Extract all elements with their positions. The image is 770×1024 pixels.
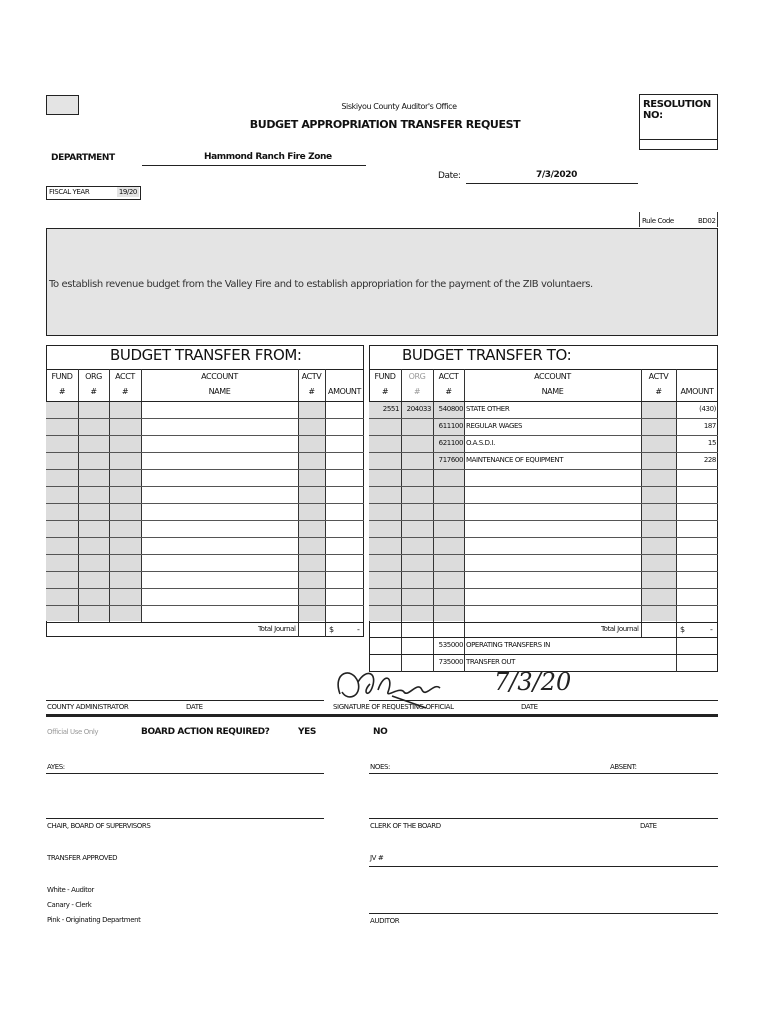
distribution-canary: Canary - Clerk: [47, 901, 92, 909]
from-actv-hash: #: [308, 387, 315, 396]
row-divider: [369, 435, 718, 436]
to-account-header: ACCOUNT: [534, 372, 571, 381]
official-use-label: Official Use Only: [47, 728, 99, 736]
row-divider: [369, 554, 718, 555]
signature-scribble: [322, 662, 472, 712]
row-divider: [46, 588, 364, 589]
county-admin-label: COUNTY ADMINISTRATOR: [47, 703, 129, 711]
requesting-official-label: SIGNATURE OF REQUESTING OFFICIAL: [333, 703, 454, 711]
from-fund-hash: #: [58, 387, 66, 396]
row-divider: [46, 503, 364, 504]
transfer-to-title: BUDGET TRANSFER TO:: [402, 346, 572, 364]
department-value: Hammond Ranch Fire Zone: [204, 152, 332, 162]
from-total-label: Total Journal: [258, 625, 296, 633]
row-divider: [46, 520, 364, 521]
resolution-box: [639, 94, 718, 150]
department-label: DEPARTMENT: [51, 153, 115, 163]
to-acct-header: ACCT: [438, 372, 459, 381]
to-actv-hash: #: [655, 387, 662, 396]
distribution-white: White - Auditor: [47, 886, 94, 894]
date2-label: DATE: [521, 703, 538, 711]
row-divider: [46, 418, 364, 419]
section-divider: [46, 714, 718, 717]
to-row-name: REGULAR WAGES: [466, 422, 523, 430]
row-divider: [369, 486, 718, 487]
department-underline: [142, 165, 366, 166]
handwritten-date: 7/3/20: [494, 668, 572, 696]
transfer-out-name: TRANSFER OUT: [466, 658, 515, 666]
row-divider: [369, 452, 718, 453]
yes-option[interactable]: YES: [298, 727, 316, 737]
to-row-org: 204033: [406, 405, 431, 413]
row-divider: [369, 503, 718, 504]
to-org-header: ORG: [408, 372, 426, 381]
row-divider: [46, 452, 364, 453]
description-text: To establish revenue budget from the Valley Fire and to establish appropriation for the payment of the ZIB voluntaers.: [49, 279, 593, 290]
date-label: Date:: [438, 171, 461, 181]
board-action-label: BOARD ACTION REQUIRED?: [141, 727, 270, 737]
row-divider: [46, 435, 364, 436]
date-underline: [466, 183, 638, 184]
from-actv-header: ACTV: [301, 372, 322, 381]
row-divider: [369, 605, 718, 606]
row-divider: [369, 588, 718, 589]
from-amount-header: AMOUNT: [328, 387, 361, 396]
auditor-label: AUDITOR: [370, 917, 400, 925]
from-org-header: ORG: [85, 372, 102, 381]
to-total-label: Total Journal: [601, 625, 639, 633]
from-org-hash: #: [90, 387, 97, 396]
row-divider: [46, 554, 364, 555]
row-divider: [46, 469, 364, 470]
ayes-label: AYES:: [47, 763, 65, 771]
to-row-acct: 540800: [438, 405, 463, 413]
row-divider: [369, 418, 718, 419]
date1-label: DATE: [186, 703, 203, 711]
transfer-approved-label: TRANSFER APPROVED: [47, 854, 118, 862]
to-total-value: -: [710, 625, 713, 634]
row-divider: [46, 486, 364, 487]
from-total-value: -: [357, 625, 360, 634]
office-name: Siskiyou County Auditor's Office: [341, 102, 457, 111]
to-row-acct: 611100: [438, 422, 463, 430]
row-divider: [369, 469, 718, 470]
row-divider: [46, 537, 364, 538]
absent-label: ABSENT:: [610, 763, 637, 771]
to-row-amount: 187: [703, 422, 716, 430]
to-fund-header: FUND: [374, 372, 396, 381]
to-row-amount: 15: [707, 439, 716, 447]
form-title: BUDGET APPROPRIATION TRANSFER REQUEST: [249, 118, 521, 131]
to-name-header: NAME: [541, 387, 564, 396]
row-divider: [46, 605, 364, 606]
clerk-label: CLERK OF THE BOARD: [370, 822, 441, 830]
board-date-label: DATE: [640, 822, 657, 830]
distribution-pink: Pink - Originating Department: [47, 916, 141, 924]
row-divider: [369, 571, 718, 572]
date-value: 7/3/2020: [536, 170, 577, 180]
fiscal-year-value: 19/20: [118, 188, 137, 196]
to-row-name: O.A.S.D.I.: [466, 439, 495, 447]
transfer-out-acct: 735000: [438, 658, 463, 666]
from-account-header: ACCOUNT: [201, 372, 238, 381]
to-org-hash: #: [413, 387, 421, 396]
rule-code-value: BD02: [698, 217, 716, 225]
to-row-acct: 621100: [438, 439, 463, 447]
resolution-label: RESOLUTION NO:: [643, 99, 711, 121]
row-divider: [369, 537, 718, 538]
transfer-from-title: BUDGET TRANSFER FROM:: [110, 346, 302, 364]
to-fund-hash: #: [381, 387, 389, 396]
to-total-currency: $: [680, 625, 685, 634]
to-row-name: STATE OTHER: [466, 405, 510, 413]
to-actv-header: ACTV: [648, 372, 669, 381]
transfer-in-name: OPERATING TRANSFERS IN: [466, 641, 551, 649]
fiscal-year-label: FISCAL YEAR: [49, 188, 90, 196]
description-box: [46, 228, 718, 336]
to-amount-header: AMOUNT: [680, 387, 714, 396]
noes-label: NOES:: [370, 763, 390, 771]
no-option[interactable]: NO: [373, 727, 388, 737]
from-total-currency: $: [329, 625, 334, 634]
from-name-header: NAME: [208, 387, 231, 396]
fiscal-year-box: [46, 186, 141, 200]
row-divider: [46, 571, 364, 572]
to-row-acct: 717600: [438, 456, 463, 464]
to-row-fund: 2551: [382, 405, 399, 413]
transfer-in-acct: 535000: [438, 641, 463, 649]
from-fund-header: FUND: [51, 372, 73, 381]
from-acct-header: ACCT: [115, 372, 135, 381]
to-row-name: MAINTENANCE OF EQUIPMENT: [466, 456, 564, 464]
jv-label: JV #: [370, 854, 384, 862]
rule-code-label: Rule Code: [642, 217, 674, 225]
chair-label: CHAIR, BOARD OF SUPERVISORS: [47, 822, 151, 830]
to-row-amount: (430): [699, 405, 716, 413]
to-acct-hash: #: [445, 387, 452, 396]
to-row-amount: 228: [703, 456, 716, 464]
row-divider: [369, 520, 718, 521]
from-acct-hash: #: [121, 387, 129, 396]
